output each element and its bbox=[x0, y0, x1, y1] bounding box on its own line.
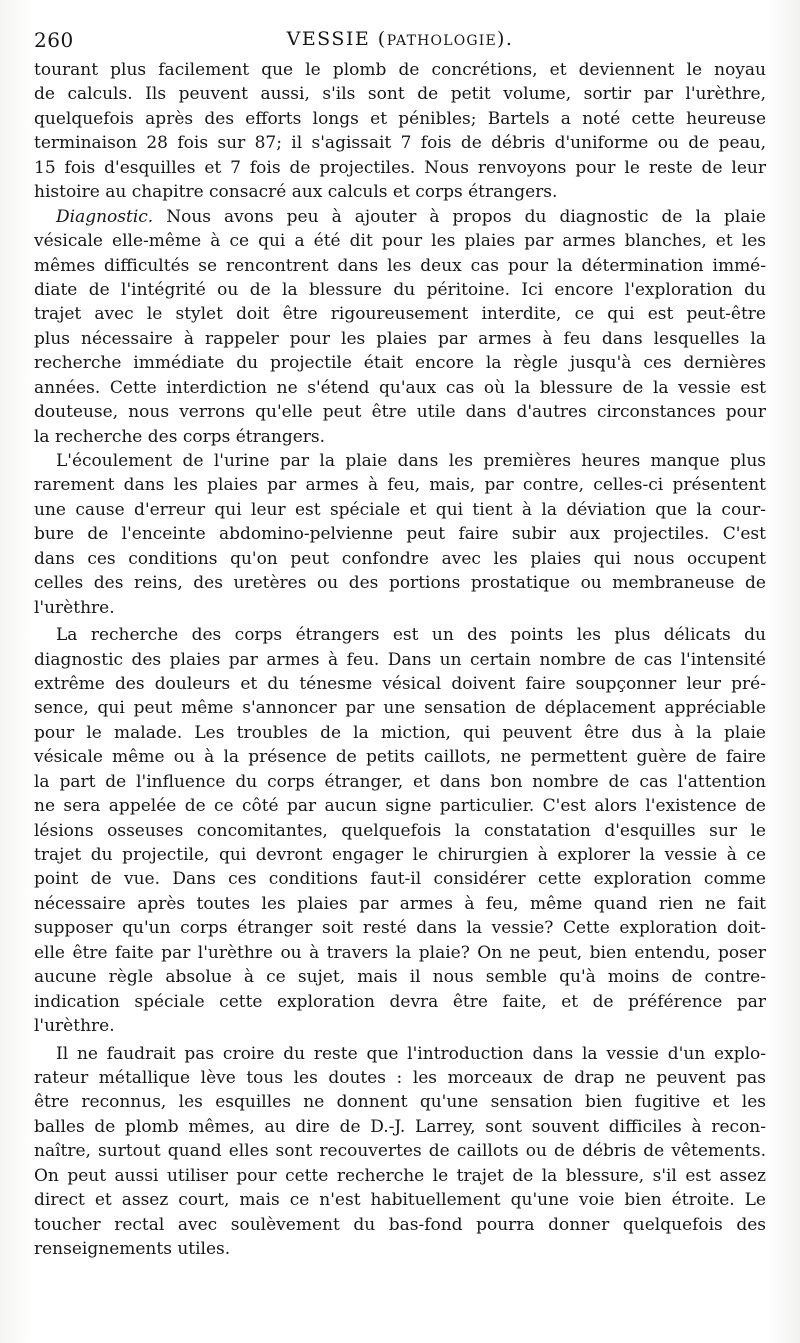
text-line: renseignements utiles. bbox=[34, 1239, 231, 1259]
text-line: douteuse, nous verrons qu'elle peut être utile dans d'autres circonstances pour bbox=[34, 402, 766, 423]
running-title-main: VESSIE ( bbox=[286, 28, 387, 50]
paragraph-foreign-bodies bbox=[34, 623, 766, 1038]
text-line: 15 fois d'esquilles et 7 fois de projectiles. Nous renvoyons pour le reste de leur bbox=[34, 157, 766, 178]
text-line: La recherche des corps étrangers est un des points les plus délicats du bbox=[56, 625, 766, 646]
section-lead-diagnostic: Diagnostic. bbox=[56, 206, 154, 227]
text-line: vésicale elle-même à ce qui a été dit pour les plaies par armes blanches, et les bbox=[34, 231, 766, 252]
text-line: trajet du projectile, qui devront engager le chirurgien à explorer la vessie à ce bbox=[34, 845, 766, 865]
text-line: quelquefois après des efforts longs et pénibles; Bartels a noté cette heureuse bbox=[34, 108, 766, 129]
text-line: trajet avec le stylet doit être rigoureusement interdite, ce qui est peut-être bbox=[34, 304, 766, 325]
text-line: l'urèthre. bbox=[34, 1016, 115, 1037]
text-line: plus nécessaire à rappeler pour les plaies par armes à feu dans lesquelles la bbox=[34, 328, 766, 349]
text-line: l'urèthre. bbox=[34, 597, 115, 618]
text-line: rateur métallique lève tous les doutes : les morceaux de drap ne peuvent pas bbox=[34, 1067, 766, 1088]
page-number: 260 bbox=[34, 28, 74, 52]
text-line: être reconnus, les esquilles ne donnent qu'une sensation bien fugitive et les bbox=[34, 1092, 766, 1113]
text-line: elle être faite par l'urèthre ou à travers la plaie? On ne peut, bien entendu, poser bbox=[34, 942, 766, 963]
text-line-first bbox=[34, 205, 766, 229]
text-line: une cause d'erreur qui leur est spéciale et qui tient à la déviation que la cour- bbox=[34, 499, 766, 520]
text-line: de calculs. Ils peuvent aussi, s'ils sont de petit volume, sortir par l'urèthre, bbox=[34, 84, 766, 105]
text-line: indication spéciale cette exploration devra être faite, et de préférence par bbox=[34, 991, 766, 1012]
text-line: aucune règle absolue à ce sujet, mais il nous semble qu'à moins de contre- bbox=[34, 967, 766, 988]
text-line: tourant plus facilement que le plomb de concrétions, et deviennent le noyau bbox=[34, 60, 766, 80]
text-line: Il ne faudrait pas croire du reste que l'introduction dans la vessie d'un explo- bbox=[56, 1043, 766, 1064]
text-line: ne sera appelée de ce côté par aucun signe particulier. C'est alors l'existence de bbox=[34, 796, 766, 817]
text-line: bure de l'enceinte abdomino-pelvienne peut faire subir aux projectiles. C'est bbox=[34, 524, 766, 545]
text-line: pour le malade. Les troubles de la miction, qui peuvent être dus à la plaie bbox=[34, 722, 766, 743]
text-line: terminaison 28 fois sur 87; il s'agissait 7 fois de débris d'uniforme ou de peau, bbox=[34, 133, 766, 154]
running-head bbox=[34, 28, 766, 56]
text-line: lésions osseuses concomitantes, quelquefois la constatation d'esquilles sur le bbox=[34, 820, 766, 841]
text-line: celles des reins, des uretères ou des portions prostatique ou membraneuse de bbox=[34, 573, 766, 594]
text-line: naître, surtout quand elles sont recouvertes de caillots ou de débris de vêtements. bbox=[34, 1141, 766, 1162]
text-line: On peut aussi utiliser pour cette recherche le trajet de la blessure, s'il est assez bbox=[34, 1165, 766, 1186]
paragraph-explorer bbox=[34, 1042, 766, 1262]
text-line: extrême des douleurs et du ténesme vésical doivent faire soupçonner leur pré- bbox=[34, 673, 766, 694]
text-line: point de vue. Dans ces conditions faut-il considérer cette exploration comme bbox=[34, 869, 766, 890]
text-line: vésicale même ou à la présence de petits caillots, ne permettent guère de faire bbox=[34, 747, 766, 768]
text-line: recherche immédiate du projectile était encore la règle jusqu'à ces dernières bbox=[34, 353, 766, 374]
text-line: diagnostic des plaies par armes à feu. Dans un certain nombre de cas l'intensité bbox=[34, 649, 766, 670]
text-line: sence, qui peut même s'annoncer par une sensation de déplacement appréciable bbox=[34, 698, 766, 719]
text-line: toucher rectal avec soulèvement du bas-fond pourra donner quelquefois des bbox=[34, 1214, 766, 1235]
text-line: direct et assez court, mais ce n'est habituellement qu'une voie bien étroite. Le bbox=[34, 1190, 766, 1211]
paragraph-continuation bbox=[34, 58, 766, 205]
text-line: dans ces conditions qu'on peut confondre avec les plaies qui nous occupent bbox=[34, 548, 766, 569]
running-title-end: ). bbox=[496, 28, 514, 50]
running-title-subject: PATHOLOGIE bbox=[386, 33, 497, 49]
text-line: mêmes difficultés se rencontrent dans les deux cas pour la détermination immé- bbox=[34, 255, 766, 276]
text-line: histoire au chapitre consacré aux calculs et corps étrangers. bbox=[34, 182, 558, 203]
paragraph-urine-flow bbox=[34, 449, 766, 620]
paragraph-diagnostic bbox=[34, 205, 766, 449]
text-line: supposer qu'un corps étranger soit resté dans la vessie? Cette exploration doit- bbox=[34, 918, 766, 939]
running-title bbox=[34, 28, 766, 50]
text-line-rest: Nous avons peu à ajouter à propos du diagnostic de la plaie bbox=[153, 206, 766, 227]
text-line: rarement dans les plaies par armes à feu, mais, par contre, celles-ci présentent bbox=[34, 475, 766, 496]
text-line: années. Cette interdiction ne s'étend qu'aux cas où la blessure de la vessie est bbox=[34, 377, 766, 398]
text-line: la recherche des corps étrangers. bbox=[34, 426, 326, 447]
text-line: nécessaire après toutes les plaies par armes à feu, même quand rien ne fait bbox=[34, 893, 766, 914]
body-text bbox=[34, 58, 766, 1261]
text-line: L'écoulement de l'urine par la plaie dans les premières heures manque plus bbox=[56, 451, 766, 471]
text-line: balles de plomb mêmes, au dire de D.-J. Larrey, sont souvent difficiles à recon- bbox=[34, 1116, 766, 1137]
text-line: la part de l'influence du corps étranger, et dans bon nombre de cas l'attention bbox=[34, 771, 766, 792]
text-line: diate de l'intégrité ou de la blessure du péritoine. Ici encore l'exploration du bbox=[34, 279, 766, 300]
